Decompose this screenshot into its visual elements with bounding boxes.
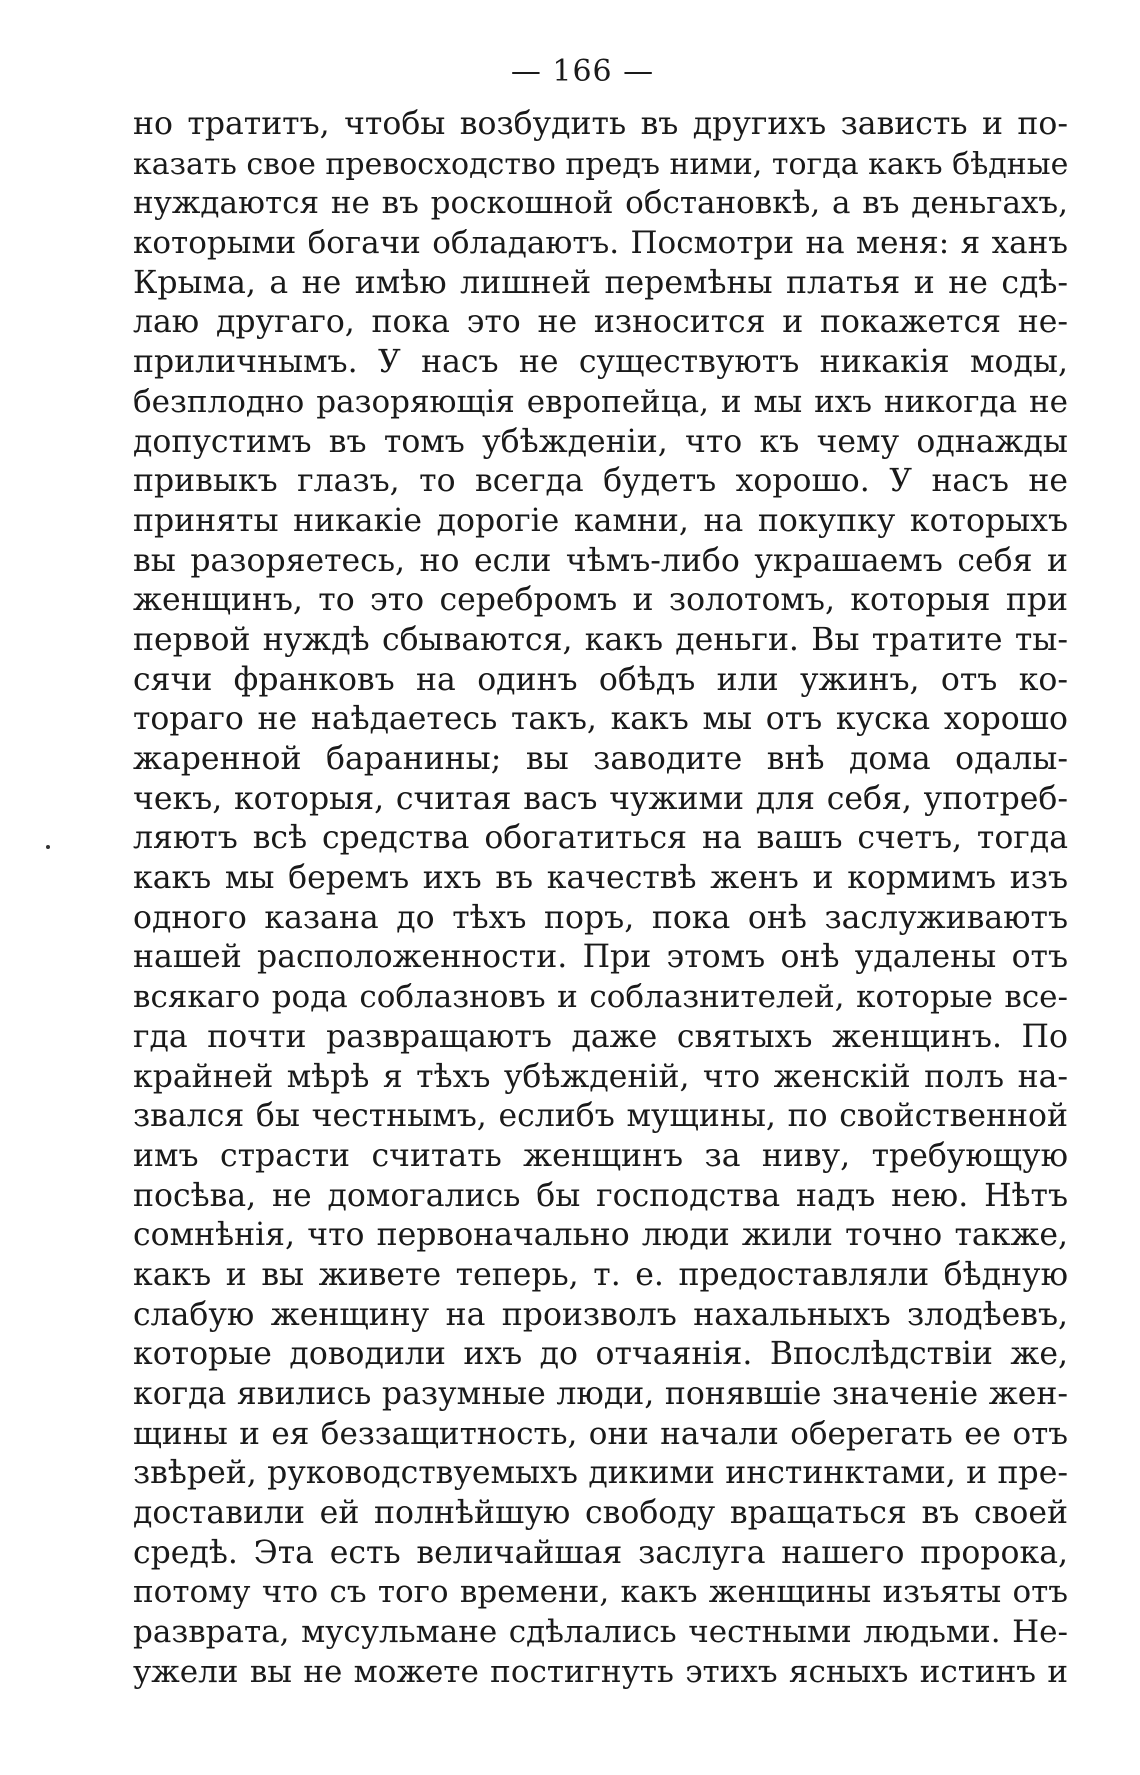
text-line: казать свое превосходство предъ ними, тогда какъ бѣдные: [133, 146, 1068, 182]
text-line: вы разоряетесь, но если чѣмъ-либо украшаемъ себя и: [133, 542, 1068, 579]
text-line: крайней мѣрѣ я тѣхъ убѣжденій, что женскій полъ на-: [133, 1058, 1068, 1095]
text-line: лаю другаго, пока это не износится и покажется не-: [133, 304, 1068, 341]
text-line: ляютъ всѣ средства обогатиться на вашъ счетъ, тогда: [133, 820, 1068, 857]
text-line: всякаго рода соблазновъ и соблазнителей, которые все-: [133, 979, 1068, 1016]
text-line: звался бы честнымъ, еслибъ мущины, по свойственной: [133, 1098, 1068, 1135]
text-line: приличнымъ. У насъ не существуютъ никакія моды,: [133, 344, 1068, 381]
text-line: сячи франковъ на одинъ обѣдъ или ужинъ, отъ ко-: [133, 661, 1068, 698]
text-line: имъ страсти считать женщинъ за ниву, требующую: [133, 1137, 1068, 1174]
text-line: какъ и вы живете теперь, т. е. предоставляли бѣдную: [133, 1256, 1068, 1293]
text-line: одного казана до тѣхъ поръ, пока онѣ заслуживаютъ: [133, 899, 1068, 936]
text-line: но тратитъ, чтобы возбудить въ другихъ зависть и по-: [133, 106, 1068, 142]
text-line: звѣрей, руководствуемыхъ дикими инстинктами, и пре-: [133, 1455, 1068, 1492]
text-line: привыкъ глазъ, то всегда будетъ хорошо. У насъ не: [133, 463, 1068, 500]
text-line: первой нуждѣ сбываются, какъ деньги. Вы тратите ты-: [133, 621, 1068, 658]
text-line: женщинъ, то это серебромъ и золотомъ, которыя при: [133, 582, 1068, 619]
text-line: нуждаются не въ роскошной обстановкѣ, а въ деньгахъ,: [133, 185, 1068, 222]
text-line: Крыма, а не имѣю лишней перемѣны платья и не сдѣ-: [133, 264, 1068, 301]
text-line: нашей расположенности. При этомъ онѣ удалены отъ: [133, 939, 1068, 976]
text-line: разврата, мусульмане сдѣлались честными людьми. Не-: [133, 1614, 1068, 1651]
page-number: — 166 —: [510, 54, 655, 89]
text-line: чекъ, которыя, считая васъ чужими для себя, употреб-: [133, 780, 1068, 817]
text-line: ужели вы не можете постигнуть этихъ ясныхъ истинъ и: [133, 1653, 1068, 1690]
text-line: жаренной баранины; вы заводите внѣ дома одалы-: [133, 741, 1068, 777]
text-line: гда почти развращаютъ даже святыхъ женщинъ. По: [133, 1018, 1068, 1055]
text-line: безплодно разоряющія европейца, и мы ихъ никогда не: [133, 383, 1068, 420]
text-line: сомнѣнія, что первоначально люди жили точно также,: [133, 1217, 1068, 1254]
text-line: слабую женщину на произволъ нахальныхъ злодѣевъ,: [133, 1296, 1068, 1333]
text-line: которые доводили ихъ до отчаянія. Впослѣдствіи же,: [133, 1336, 1068, 1373]
text-line: щины и ея беззащитность, они начали оберегать ее отъ: [133, 1415, 1068, 1452]
text-line: тораго не наѣдаетесь такъ, какъ мы отъ куска хорошо: [133, 701, 1068, 738]
text-line: средѣ. Эта есть величайшая заслуга нашего пророка,: [133, 1534, 1068, 1571]
text-line: потому что съ того времени, какъ женщины изъяты отъ: [133, 1574, 1068, 1611]
text-line: посѣва, не домогались бы господства надъ нею. Нѣтъ: [133, 1177, 1068, 1214]
body-text: [133, 105, 1068, 1693]
text-line: доставили ей полнѣйшую свободу вращаться въ своей: [133, 1495, 1068, 1532]
text-line: допустимъ въ томъ убѣжденіи, что къ чему однажды: [133, 423, 1068, 460]
text-line: которыми богачи обладаютъ. Посмотри на меня: я ханъ: [133, 225, 1068, 262]
text-line: какъ мы беремъ ихъ въ качествѣ женъ и кормимъ изъ: [133, 860, 1068, 897]
text-line: приняты никакіе дорогіе камни, на покупку которыхъ: [133, 502, 1068, 539]
text-line: когда явились разумные люди, понявшіе значеніе жен-: [133, 1376, 1068, 1412]
stray-ink-mark: [46, 845, 50, 849]
